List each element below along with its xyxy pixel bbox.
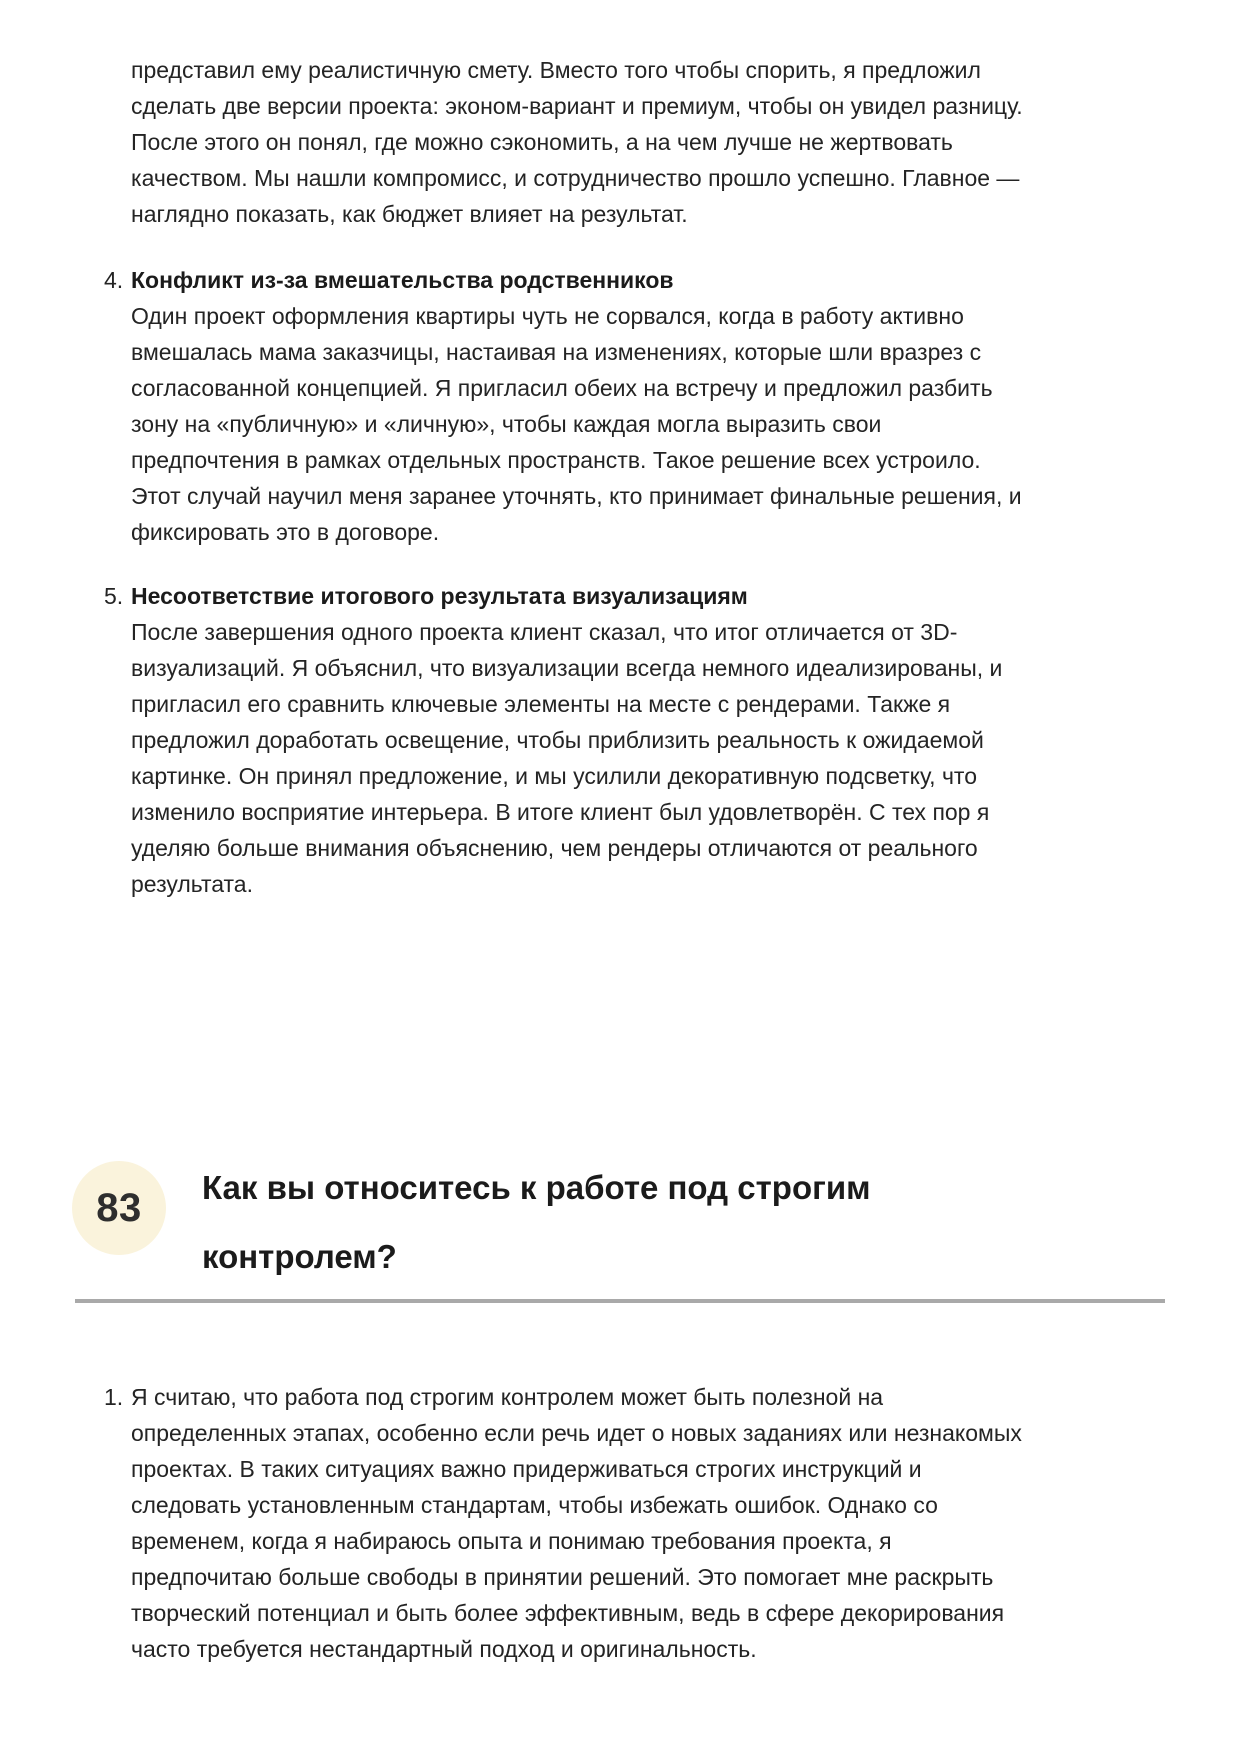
question-header <box>72 1157 1169 1291</box>
issue-item-4 <box>104 262 1169 550</box>
answer-item-body <box>131 1379 1036 1667</box>
answer-item-text: Я считаю, что работа под строгим контролем может быть полезной на определенных этапах, особенно если речь идет о новых заданиях или незнакомых проектах. В таких ситуациях важно придерживаться строгих инструкций и следовать установленным стандартам, чтобы избежать ошибок. Однако со временем, когда я набираюсь опыта и понимаю требования проекта, я предпочитаю больше свободы в принятии решений. Это помогает мне раскрыть творческий потенциал и быть более эффективным, ведь в сфере декорирования часто требуется нестандартный подход и оригинальность. <box>131 1384 1022 1662</box>
issue-item-text: После завершения одного проекта клиент сказал, что итог отличается от 3D-визуализаций. Я объяснил, что визуализации всегда немного идеализированы, и пригласил его сравнить ключевые элементы на месте с рендерами. Также я предложил доработать освещение, чтобы приблизить реальность к ожидаемой картинке. Он принял предложение, и мы усилили декоративную подсветку, что изменило восприятие интерьера. В итоге клиент был удовлетворён. С тех пор я уделяю больше внимания объяснению, чем рендеры отличаются от реального результата. <box>131 619 1003 897</box>
issue-item-body <box>131 262 1036 550</box>
issue-item-title: Несоответствие итогового результата визуализациям <box>131 583 748 609</box>
issue-item-body <box>131 578 1036 902</box>
issue-item-5 <box>104 578 1169 902</box>
question-number-badge <box>72 1161 166 1255</box>
answer-item-1 <box>104 1379 1169 1667</box>
continuation-paragraph: представил ему реалистичную смету. Вместо того чтобы спорить, я предложил сделать две версии проекта: эконом-вариант и премиум, чтобы он увидел разницу. После этого он понял, где можно сэкономить, а на чем лучше не жертвовать качеством. Мы нашли компромисс, и сотрудничество прошло успешно. Главное — наглядно показать, как бюджет влияет на результат. <box>131 57 1023 227</box>
issue-item-title: Конфликт из-за вмешательства родственников <box>131 267 674 293</box>
question-title: Как вы относитесь к работе под строгим контролем? <box>202 1169 871 1275</box>
answer-item-number: 1. <box>104 1384 124 1410</box>
section-divider <box>75 1299 1165 1303</box>
issue-item-text: Один проект оформления квартиры чуть не сорвался, когда в работу активно вмешалась мама заказчицы, настаивая на изменениях, которые шли вразрез с согласованной концепцией. Я пригласил обеих на встречу и предложил разбить зону на «публичную» и «личную», чтобы каждая могла выразить свои предпочтения в рамках отдельных пространств. Такое решение всех устроило. Этот случай научил меня заранее уточнять, кто принимает финальные решения, и фиксировать это в договоре. <box>131 303 1022 545</box>
answer-list <box>104 1379 1169 1667</box>
question-number: 83 <box>96 1185 142 1230</box>
issue-item-number: 5. <box>104 583 124 609</box>
issue-item-number: 4. <box>104 267 124 293</box>
